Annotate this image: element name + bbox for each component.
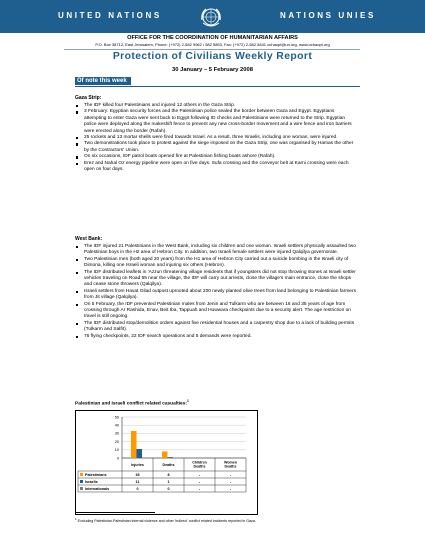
section-heading: Of note this week [75,77,131,85]
data-label: - [198,479,201,484]
legend-label: Israelis [85,479,98,484]
y-tick-label: 0 [116,456,119,461]
x-category-label: Injuries [131,463,144,467]
westbank-bullet: The IDF injured 21 Palestinians in the West Bank, including six children and one woman. Israeli settlers physically assaulted two Palestinian boys in the H2 area of Hebron City. In addition, two Israeli female settlers were injured Qalqilya governorate. [75,244,358,257]
x-category-label: Children Deaths [192,460,207,469]
gaza-heading: Gaza Strip: [75,95,102,101]
chart-caption [75,399,189,407]
data-label: 1 [167,479,170,484]
section-divider [75,86,360,87]
data-label: - [229,486,232,491]
bar [137,449,143,458]
footnote-text: Excluding Palestinian-Palestinian internal violence and other 'indirect' conflict related incidents reported in Gaza. [77,519,256,524]
office-name: OFFICE FOR THE COORDINATION OF HUMANITARIAN AFFAIRS [127,35,298,41]
westbank-bullet: On 5 February, the IDF prevented Palestinian males from Jenin and Tulkarm who are between 16 and 35 years of age from crossing through Ar Rashida, Enav, Beit Iba, Tappuah and Huwwara checkpoints due to a security alert. The age restriction on travel is still ongoing. [75,302,358,321]
data-label: 33 [135,472,140,477]
un-emblem-icon [198,4,224,30]
legend-label: Palestinians [85,472,107,477]
casualties-chart-frame [75,410,258,515]
westbank-heading: West Bank: [75,236,103,242]
y-tick-label: 30 [114,431,119,436]
x-category-label: Women Deaths [224,460,237,469]
legend-swatch [80,473,83,476]
org-name-french: NATIONS UNIES [280,11,376,20]
org-name-english: UNITED NATIONS [58,11,162,20]
bar [131,431,137,458]
y-tick-label: 20 [114,439,119,444]
bar [168,457,174,458]
westbank-bullet-list [75,244,358,340]
legend-swatch [80,487,83,490]
legend-swatch [80,480,83,483]
casualties-chart [76,411,257,514]
gaza-bullet: Erez and Nahal Oz energy pipeline were open on five days. Sufa crossing and the conveyor belt at Karni crossing were each open on four days. [75,161,358,174]
data-label: - [198,472,201,477]
westbank-bullet: Two Palestinian men (both aged 20 years) from the H1 area of Hebron City carried out a suicide bombing in the Israeli city of Dimona, killing one Israeli woman and injuring six others (Hebron). [75,257,358,270]
gaza-bullet: 3 February: Egyptian security forces and the Palestinian police sealed the border between Gaza and Egypt. Egyptians attempting to enter Gaza were sent back to Egypt following ID checks and Palestinians were returned to the Strip. Egyptian police were deployed along the makeshift fence to prevent any new cross-border movement and a wire fence and iron barriers were erected along the border (Rafah). [75,109,358,135]
y-tick-label: 10 [114,448,119,453]
gaza-bullet: Two demonstrations took place to protest against the siege imposed on the Gaza Strip, one was organised by Hamas the other by the Contractors' Union. [75,141,358,154]
gaza-bullet: 25 rockets and 13 mortar shells were fired towards Israel. As a result, three Israelis, including one woman, were injured. [75,135,358,141]
data-label: 0 [167,486,170,491]
westbank-bullet: The IDF distributed leaflets in 'Azzun threatening village residents that if youngsters did not stop throwing stones at Israeli settler vehicles traveling on Road 55 near the village, the IDF will carry out arrests, close the village's main entrance, close the shops and cease stone throwers (Qalqilya). [75,270,358,289]
chart-caption-footnote-ref: 1 [186,399,189,403]
footnote-divider [75,512,155,513]
data-label: 8 [167,472,170,477]
contact-info: P.O. Box 38712, East Jerusalem, Phone: (+972) 2-582 9962 / 582 5853, Fax: (+972) 2-582 5841 ochaopt@un.org, www.ochaopt.org [95,42,330,47]
header-divider [64,49,360,50]
data-label: 0 [136,486,139,491]
westbank-bullet: 76 flying checkpoints, 22 IDF search operations and 5 demands were reported. [75,334,358,340]
x-category-label: Deaths [162,463,175,467]
gaza-bullet-list [75,103,358,173]
data-label: - [229,479,232,484]
gaza-bullet: The IDF killed four Palestinians and injured 12 others in the Gaza Strip. [75,103,358,109]
report-title: Protection of Civilians Weekly Report [112,51,313,62]
y-tick-label: 40 [114,423,119,428]
footnote [75,517,256,523]
bar [162,451,168,458]
report-dates: 30 January – 5 February 2008 [172,67,253,73]
y-tick-label: 50 [114,415,119,420]
legend-label: Internationals [85,486,110,491]
footnote-number: 1 [75,517,77,521]
gaza-bullet: On six occasions, IDF patrol boats opened fire at Palestinian fishing boats ashore (Rafah). [75,154,358,160]
header-banner [0,0,425,33]
westbank-bullet: Israeli settlers from Havat Gilad outpost uprooted about 200 newly planted olive trees from land belonging to Palestinian farmers from Jit village (Qalqilya). [75,289,358,302]
data-label: 11 [135,479,140,484]
data-label: - [229,472,232,477]
westbank-bullet: The IDF distributed stop/demolition orders against five residential houses and a carpentry shop due to a lack of building permits (Tulkarm and Salfit). [75,321,358,334]
data-label: - [198,486,201,491]
chart-caption-text: Palestinian and Israeli conflict related casualties: [75,401,187,407]
